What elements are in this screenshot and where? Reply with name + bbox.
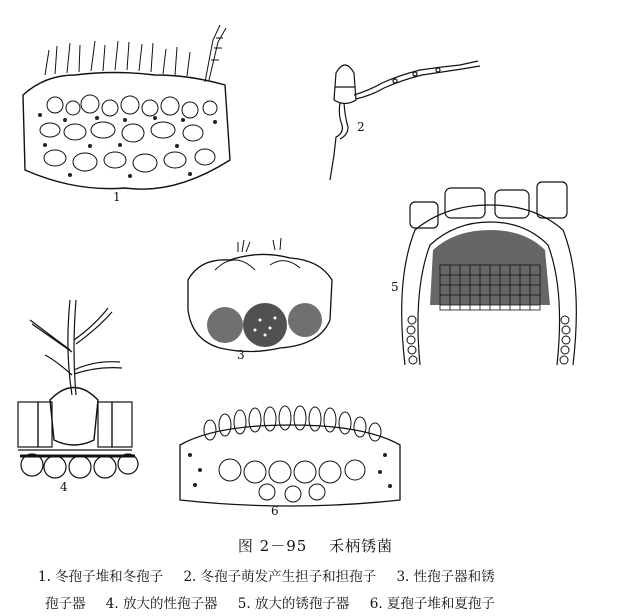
uredinium-drawing-icon: [175, 400, 405, 515]
pycnia-aecia-drawing-icon: [180, 230, 340, 365]
germinating-teliospore-drawing-icon: [300, 55, 485, 185]
panel-4-label: 4: [60, 480, 68, 494]
pycnium-drawing-icon: [10, 290, 145, 490]
legend-line-1: [38, 565, 511, 585]
panel-5-aecium-drawing: [385, 180, 595, 380]
panel-3-label: 3: [237, 348, 245, 362]
panel-2-teliospore-drawing: [300, 55, 485, 185]
legend-item: 孢子器: [45, 596, 86, 612]
panel-6-uredinium-drawing: [175, 400, 405, 518]
panel-5-label: 5: [391, 280, 399, 294]
figure-title: 禾柄锈菌: [329, 537, 394, 555]
legend-item: 3. 性孢子器和锈: [396, 569, 495, 585]
figure-number: 图 2－95: [237, 537, 308, 555]
telium-cross-section-drawing-icon: [15, 20, 240, 200]
panel-1-label: 1: [113, 190, 121, 204]
legend-item: 4. 放大的性孢子器: [105, 596, 218, 612]
panel-2-label: 2: [357, 120, 365, 134]
legend-item: 5. 放大的锈孢子器: [237, 596, 350, 612]
aecium-drawing-icon: [385, 180, 595, 380]
panel-4-pycnium-drawing: [10, 290, 145, 494]
panel-6-label: 6: [271, 504, 279, 518]
panel-3-pycnia-aecia-drawing: [180, 230, 340, 365]
legend-item: 2. 冬孢子萌发产生担子和担孢子: [183, 569, 377, 585]
legend-line-2: [45, 592, 511, 612]
legend-item: 1. 冬孢子堆和冬孢子: [38, 569, 164, 585]
figure-caption: [0, 535, 631, 556]
legend-item: 6. 夏孢子堆和夏孢子: [369, 596, 495, 612]
panel-1-telium-drawing: [15, 20, 240, 204]
